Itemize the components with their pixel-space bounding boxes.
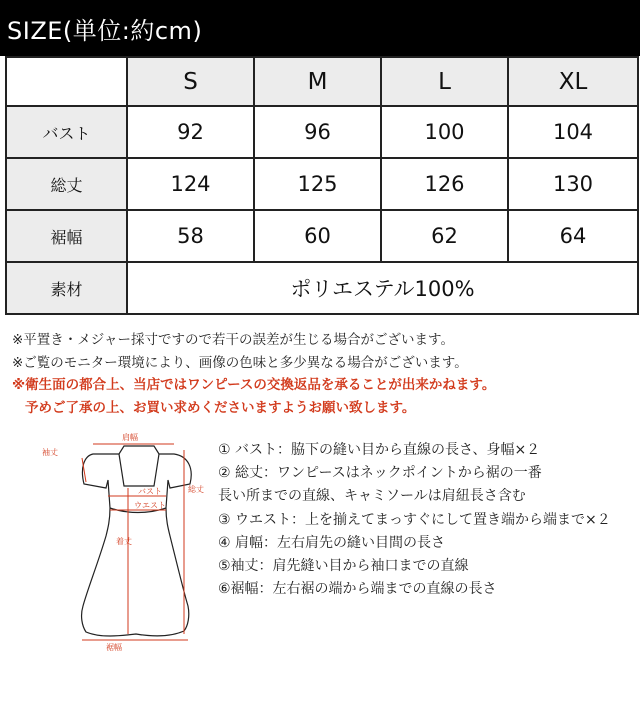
size-header-xl: XL [508, 57, 638, 106]
label-dress-length: 着丈 [116, 537, 132, 546]
size-header-s: S [127, 57, 254, 106]
label-bust: バスト [138, 487, 162, 496]
table-row [6, 158, 638, 210]
measurement-legend [218, 439, 633, 601]
table-cell: 64 [508, 210, 638, 262]
size-header-m: M [254, 57, 381, 106]
row-label-hem: 裾幅 [6, 210, 127, 262]
label-sleeve: 袖丈 [42, 448, 58, 457]
legend-item: ④ 肩幅：左右肩先の縫い目間の長さ [218, 534, 446, 551]
table-cell: 126 [381, 158, 508, 210]
material-value: ポリエステル100% [127, 262, 638, 314]
legend-item: ① バスト：脇下の縫い目から直線の長さ、身幅×２ [218, 442, 541, 458]
size-table [5, 56, 639, 315]
table-cell: 60 [254, 210, 381, 262]
label-shoulder: 肩幅 [122, 433, 138, 442]
table-cell: 125 [254, 158, 381, 210]
legend-item: ⑥裾幅：左右裾の端から端までの直線の長さ [218, 581, 497, 598]
label-waist: ウエスト [134, 501, 166, 510]
row-label-length: 総丈 [6, 158, 127, 210]
label-hem: 裾幅 [106, 643, 122, 652]
table-row [6, 106, 638, 158]
size-header-l: L [381, 57, 508, 106]
table-cell: 92 [127, 106, 254, 158]
size-header-row [6, 57, 638, 106]
table-cell: 58 [127, 210, 254, 262]
legend-item: ② 総丈：ワンピースはネックポイントから裾の一番 [218, 465, 542, 482]
page-title: SIZE(単位:約cm) [0, 0, 640, 56]
table-cell: 62 [381, 210, 508, 262]
table-cell: 130 [508, 158, 638, 210]
dress-diagram [38, 428, 218, 656]
note-monitor: ※ご覧のモニター環境により、画像の色味と多少異なる場合がございます。 [12, 354, 468, 371]
table-row [6, 210, 638, 262]
row-label-material: 素材 [6, 262, 127, 314]
table-cell: 124 [127, 158, 254, 210]
table-row-material [6, 262, 638, 314]
table-cell: 100 [381, 106, 508, 158]
row-label-bust: バスト [6, 106, 127, 158]
table-cell: 96 [254, 106, 381, 158]
table-cell: 104 [508, 106, 638, 158]
table-corner [6, 57, 127, 106]
note-return-policy: ※衛生面の都合上、当店ではワンピースの交換返品を承ることが出来かねます。 [12, 377, 496, 393]
notes [12, 329, 632, 419]
dress-outline-icon [82, 446, 192, 636]
note-return-policy-cont: 予めご了承の上、お買い求めくださいますようお願い致します。 [25, 399, 416, 416]
label-length: 総丈 [188, 485, 204, 494]
legend-item: ③ ウエスト：上を揃えてまっすぐにして置き端から端まで×２ [218, 511, 611, 528]
note-measurement: ※平置き・メジャー採寸ですので若干の誤差が生じる場合がございます。 [12, 332, 454, 348]
legend-item: 長い所までの直線、キャミソールは肩紐長さ含む [218, 488, 526, 505]
legend-item: ⑤袖丈：肩先縫い目から袖口までの直線 [218, 558, 469, 575]
